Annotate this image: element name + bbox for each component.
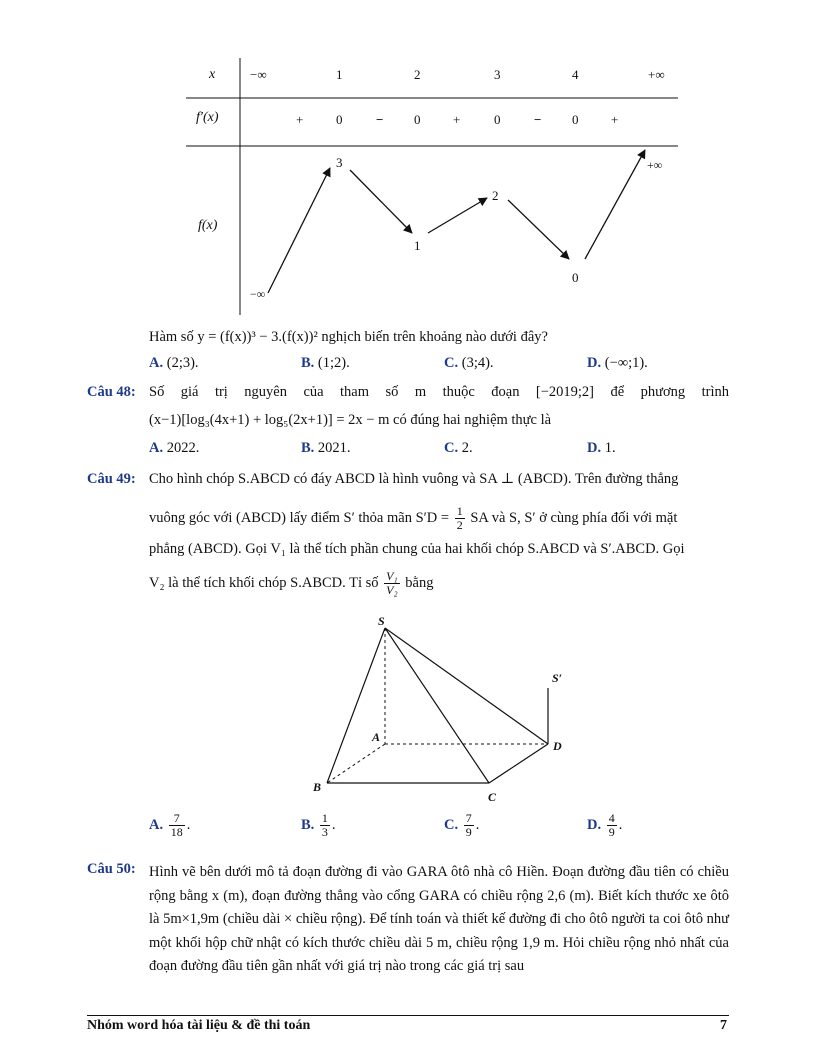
- option-text: (2;3).: [166, 355, 199, 371]
- option-label: D.: [587, 817, 602, 833]
- q47-stem: Hàm số y = (f(x))³ − 3.(f(x))² nghịch biến trên khoảng nào dưới đây?: [149, 329, 548, 345]
- option-label: B.: [301, 355, 315, 371]
- vertex-label-S: S: [378, 614, 385, 628]
- frac-den: 9: [465, 825, 472, 839]
- x-value-3: 3: [494, 67, 501, 82]
- q49-line3: phẳng (ABCD). Gọi V₁ là thể tích phần chung của hai khối chóp S.ABCD và S′.ABCD. Gọi: [149, 541, 685, 557]
- q48-number: Câu 48:: [87, 384, 136, 400]
- option-fraction: [320, 812, 330, 839]
- x-value-5: +∞: [648, 67, 665, 82]
- frac-den: 9: [608, 825, 615, 839]
- fprime-sign-7: 0: [572, 112, 579, 127]
- f-label: f(x): [198, 218, 218, 233]
- footer-group-name: Nhóm word hóa tài liệu & đề thi toán: [87, 1018, 311, 1033]
- option-text: 2021.: [317, 440, 351, 456]
- frac-num: 1: [456, 504, 463, 518]
- option-text: 1.: [604, 440, 616, 456]
- option-text: (3;4).: [461, 355, 494, 371]
- option-label: C.: [444, 817, 459, 833]
- q49-option-c: C. $\frac{7}{9}$ .: [444, 811, 480, 839]
- edge-SB: [327, 628, 385, 783]
- footer-page-number: 7: [720, 1018, 727, 1033]
- fprime-sign-4: +: [453, 112, 461, 127]
- option-fraction: [464, 812, 474, 839]
- edge-AB-hidden: [327, 744, 385, 783]
- q49-option-a: A. $\frac{7}{18}$ .: [149, 811, 191, 839]
- vertex-label-D: D: [553, 739, 562, 753]
- frac-den: 2: [456, 518, 463, 532]
- fprime-sign-3: 0: [414, 112, 421, 127]
- q50-number: Câu 50:: [87, 861, 136, 877]
- fprime-sign-5: 0: [494, 112, 501, 127]
- frac-den: V₂: [386, 583, 398, 597]
- x-value-1: 1: [336, 67, 343, 82]
- q49-option-d: D. $\frac{4}{9}$ .: [587, 811, 623, 839]
- frac-num: V₁: [386, 569, 398, 583]
- f-value-2: 1: [414, 238, 421, 253]
- q48-line1: Số giá trị nguyên của tham số m thuộc đoạn [−2019;2] để phương trình: [149, 384, 729, 400]
- f-value-3: 2: [492, 188, 499, 203]
- option-fraction: [607, 812, 617, 839]
- fprime-sign-1: 0: [336, 112, 343, 127]
- option-label: A.: [149, 817, 164, 833]
- option-text: (1;2).: [317, 355, 350, 371]
- q49-line2-start: vuông góc với (ABCD) lấy điểm S′ thỏa mãn S′D =: [149, 509, 450, 526]
- option-label: D.: [587, 440, 602, 456]
- x-value-2: 2: [414, 67, 421, 82]
- option-label: B.: [301, 440, 315, 456]
- option-label: B.: [301, 817, 315, 833]
- q50-text: Hình vẽ bên dưới mô tả đoạn đường đi vào GARA ôtô nhà cô Hiền. Đoạn đường đầu tiên có chiều rộng bằng x (m), đoạn đường thẳng vào cổng GARA có chiều rộng 2,6 (m). Biết kích thước xe ôtô là 5m×1,9m (chiều dài × chiều rộng). Để tính toán và thiết kế đường đi cho ôtô người ta coi ôtô như một khối hộp chữ nhật có kích thước chiều dài 5 m, chiều rộng 1,9 m. Hỏi chiều rộng nhỏ nhất của đoạn đường đầu tiên gần nhất với giá trị nào trong các giá trị sau: [149, 864, 729, 974]
- footer-rule: [87, 1015, 729, 1016]
- option-label: C.: [444, 355, 459, 371]
- x-label: x: [209, 67, 216, 82]
- edge-CD: [489, 744, 548, 783]
- f-value-1: 3: [336, 155, 343, 170]
- frac-num: 7: [169, 812, 185, 826]
- option-label: A.: [149, 355, 164, 371]
- option-label: C.: [444, 440, 459, 456]
- q49-line2-end: SA và S, S′ ở cùng phía đối với mặt: [470, 509, 678, 526]
- q49-option-b: B. $\frac{1}{3}$ .: [301, 811, 336, 839]
- frac-num: 7: [465, 811, 472, 825]
- fprime-sign-8: +: [611, 112, 619, 127]
- frac-num: 4: [608, 811, 615, 825]
- fprime-sign-2: −: [376, 112, 384, 127]
- option-label: D.: [587, 355, 602, 371]
- option-text: 2.: [461, 440, 473, 456]
- q49-line4-start: V₂ là thể tích khối chóp S.ABCD. Tỉ số: [149, 574, 379, 591]
- x-value-0: −∞: [250, 67, 267, 82]
- option-text: 2022.: [166, 440, 200, 456]
- fprime-label: f′(x): [196, 110, 219, 125]
- frac-num: 1: [321, 811, 328, 825]
- f-value-0: −∞: [250, 287, 266, 301]
- q48-line2: (x−1)[log₃(4x+1) + log₅(2x+1)] = 2x − m có đúng hai nghiệm thực là: [149, 412, 552, 428]
- q49-number: Câu 49:: [87, 471, 136, 487]
- fprime-sign-6: −: [534, 112, 542, 127]
- vertex-label-A: A: [372, 730, 381, 744]
- vertex-label-S-prime: S′: [552, 671, 563, 685]
- option-text: (−∞;1).: [604, 355, 648, 371]
- fprime-sign-0: +: [296, 112, 304, 127]
- q49-line4-end: bằng: [405, 574, 434, 591]
- f-value-5: +∞: [647, 158, 663, 172]
- vertex-label-C: C: [488, 790, 497, 804]
- frac-den: 3: [321, 825, 328, 839]
- option-fraction: [169, 812, 185, 839]
- option-label: A.: [149, 440, 164, 456]
- q49-line1: Cho hình chóp S.ABCD có đáy ABCD là hình vuông và SA ⊥ (ABCD). Trên đường thẳng: [149, 471, 679, 487]
- x-value-4: 4: [572, 67, 579, 82]
- vertex-label-B: B: [313, 780, 322, 794]
- edge-SC: [385, 628, 489, 783]
- frac-den: 18: [170, 825, 183, 839]
- f-value-4: 0: [572, 270, 579, 285]
